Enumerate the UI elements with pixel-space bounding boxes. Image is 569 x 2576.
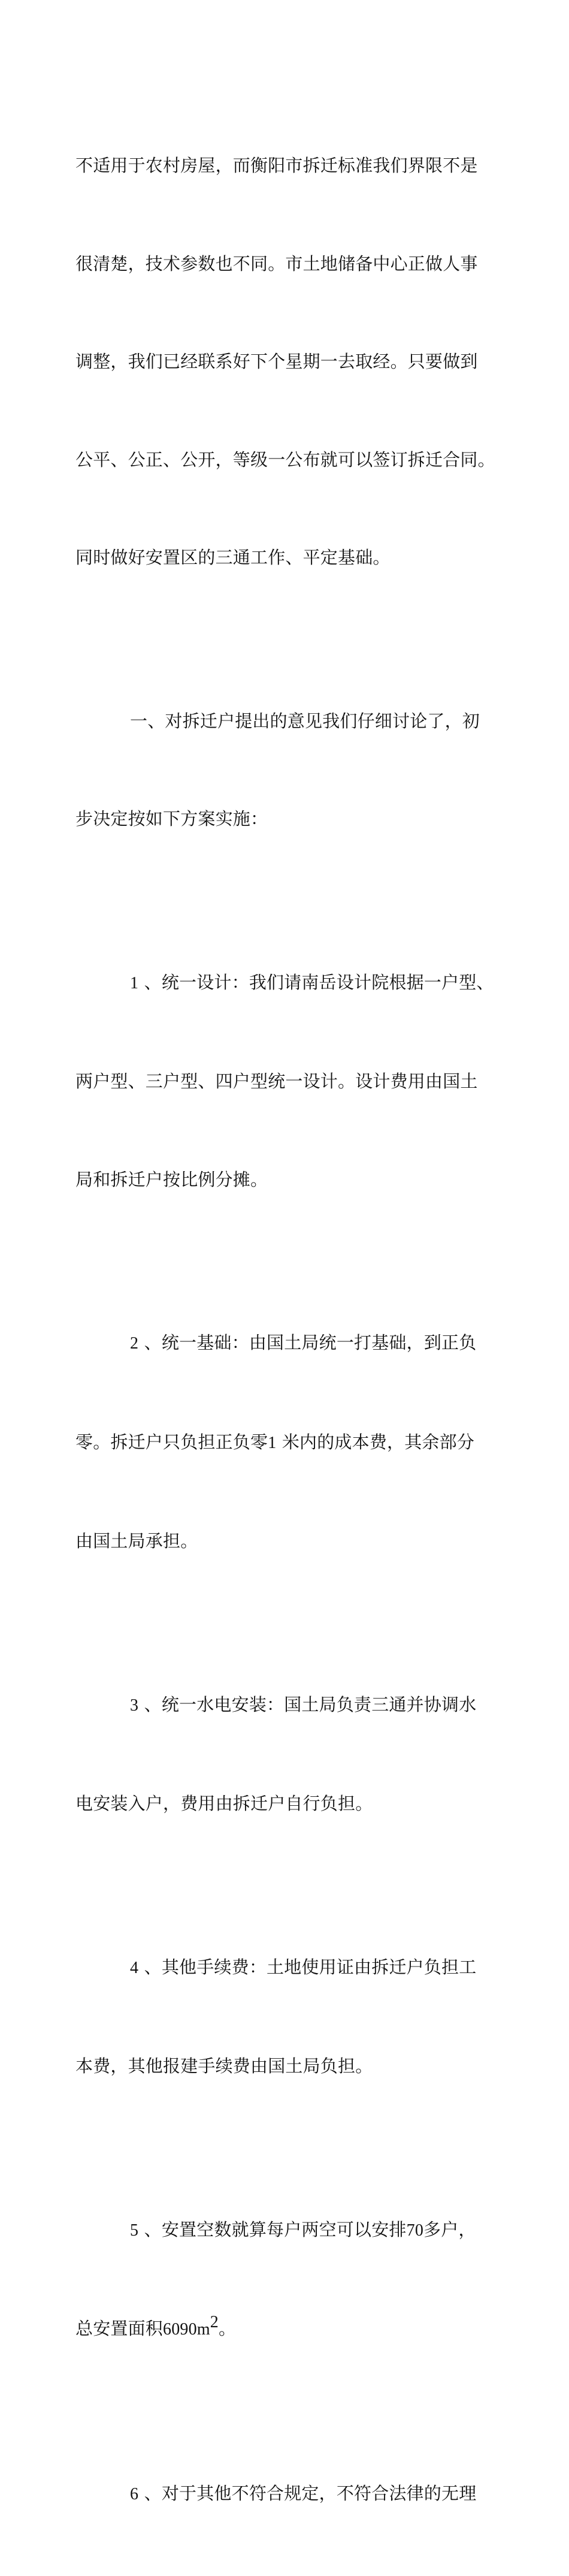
text-line: 本费，其他报建手续费由国土局负担。 [75,2050,502,2083]
text-segment: 、统一设计：我们请南岳设计院根据一户型、 [138,972,494,993]
text-line [75,2213,502,2248]
text-line: 公平、公正、公开，等级一公布就可以签订拆迁合同。 [75,444,502,476]
text-line: 步决定按如下方案实施： [75,803,502,835]
text-line [75,2312,502,2346]
text-line: 很清楚，技术参数也不同。市土地储备中心正做人事 [75,248,502,280]
item-4-paragraph [75,1886,502,2148]
item-3-paragraph [75,1623,502,1886]
section-1-paragraph [75,640,502,901]
area-unit-superscript: 2 [210,2313,219,2331]
inline-number: 70 [407,2221,423,2240]
item-number: 3 [130,1696,138,1715]
text-line: 局和拆迁户按比例分摊。 [75,1163,502,1196]
text-line [75,1951,502,1985]
item-number: 1 [130,974,138,993]
text-segment: 、统一水电安装：国土局负责三通并协调水 [138,1694,476,1715]
item-number: 2 [130,1334,138,1353]
text-line: 不适用于农村房屋，而衡阳市拆迁标准我们界限不是 [75,149,502,182]
text-line [75,966,502,1000]
text-segment: 、对于其他不符合规定，不符合法律的无理 [138,2483,476,2503]
document-body [75,84,502,2576]
text-line: 由国土局承担。 [75,1525,502,1558]
text-line: 两户型、三户型、四户型统一设计。设计费用由国土 [75,1065,502,1098]
text-line [75,1326,502,1361]
text-segment: 多户， [423,2219,476,2240]
text-line: 调整，我们已经联系好下个星期一去取经。只要做到 [75,345,502,378]
text-line [75,1688,502,1723]
text-segment: 。 [219,2318,236,2339]
text-segment: 总安置面积 [75,2318,163,2339]
item-number: 4 [130,1959,138,1977]
text-segment: 零。拆迁户只负担正负零 [75,1432,268,1452]
area-value: 6090m [163,2320,210,2339]
item-6-paragraph [75,2412,502,2576]
text-line [75,2477,502,2511]
item-number: 6 [130,2485,138,2503]
document-page [0,0,569,804]
item-1-paragraph [75,901,502,1262]
intro-paragraph [75,84,502,640]
text-line: 一、对拆迁户提出的意见我们仔细讨论了，初 [75,705,502,738]
item-5-paragraph [75,2148,502,2412]
text-segment: 、其他手续费：土地使用证由拆迁户负担工 [138,1957,476,1977]
text-segment: 、统一基础：由国土局统一打基础，到正负 [138,1332,476,1353]
item-number: 5 [130,2221,138,2240]
text-segment: 、安置空数就算每户两空可以安排 [138,2219,406,2240]
item-2-paragraph [75,1261,502,1623]
text-line [75,1426,502,1460]
text-line: 同时做好安置区的三通工作、平定基础。 [75,541,502,574]
inline-number: 1 [268,1434,276,1452]
text-line: 电安装入户，费用由拆迁户自行负担。 [75,1787,502,1820]
text-segment: 米内的成本费，其余部分 [276,1432,474,1452]
